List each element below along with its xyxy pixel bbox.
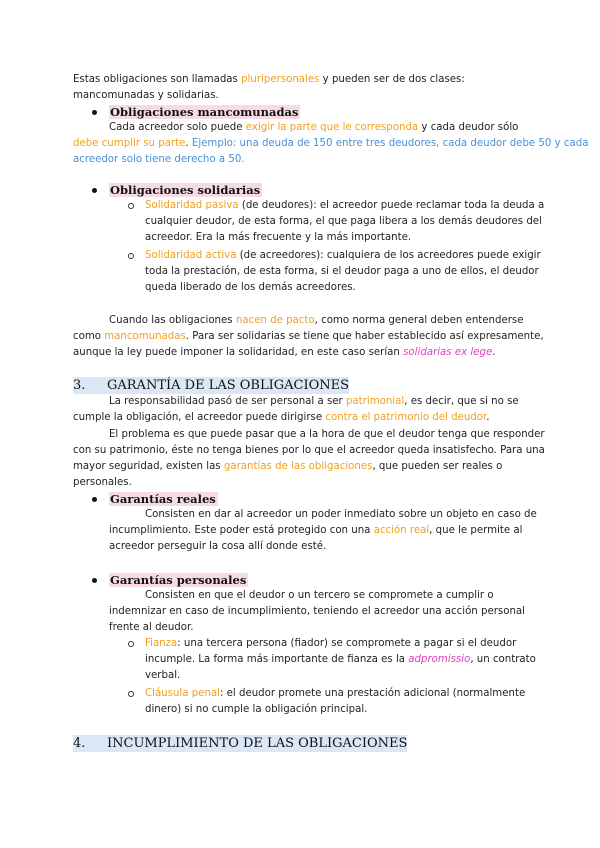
activa-line-2: toda la prestación, de esta forma, si el deudor paga a uno de ellos, el deudor bbox=[145, 266, 539, 277]
mancomunadas-line-3: acreedor solo tiene derecho a 50. bbox=[73, 154, 245, 165]
section-title: INCUMPLIMIENTO DE LAS OBLIGACIONES bbox=[107, 736, 408, 751]
section-3-heading bbox=[73, 377, 349, 394]
reales-line-1: Consisten en dar al acreedor un poder inmediato sobre un objeto en caso de bbox=[145, 509, 537, 520]
intro-line-2: mancomunadas y solidarias. bbox=[73, 90, 219, 101]
personales-line-2: indemnizar en caso de incumplimiento, teniendo el acreedor una acción personal bbox=[109, 606, 525, 617]
text: Cada acreedor solo puede bbox=[109, 122, 246, 133]
s3-p2-line-3 bbox=[73, 460, 502, 474]
activa-line-1 bbox=[145, 249, 541, 263]
fianza-line-3: verbal. bbox=[145, 670, 181, 681]
term-fianza: Fianza bbox=[145, 638, 178, 649]
text: Cuando las obligaciones bbox=[109, 315, 236, 326]
text: La responsabilidad pasó de ser personal a ser bbox=[109, 396, 346, 407]
reales-line-2 bbox=[109, 524, 523, 538]
text: (de deudores): el acreedor puede reclamar toda la deuda a bbox=[238, 200, 545, 211]
term-pluripersonales: pluripersonales bbox=[241, 74, 320, 85]
term-adpromissio: adpromissio bbox=[408, 654, 471, 665]
heading-garantias-reales bbox=[109, 492, 218, 507]
pasiva-line-2: cualquier deudor, de esta forma, el que paga libera a los demás deudores del bbox=[145, 216, 542, 227]
s3-p2-line-4: personales. bbox=[73, 477, 132, 488]
heading-text: Garantías reales bbox=[110, 492, 216, 506]
fianza-line-2 bbox=[145, 653, 536, 667]
term-mancomunadas: mancomunadas bbox=[104, 331, 186, 342]
s3-p1-line-1 bbox=[109, 395, 519, 409]
term-nacen-pacto: nacen de pacto bbox=[235, 315, 315, 326]
term-garantias: garantías de las obligaciones bbox=[223, 461, 373, 472]
section-number: 4. bbox=[73, 736, 86, 751]
text: incumple. La forma más importante de fianza es la bbox=[145, 654, 409, 665]
term-clausula-penal: Cláusula penal bbox=[145, 688, 220, 699]
section-4-heading bbox=[73, 735, 407, 752]
section-number: 3. bbox=[73, 378, 86, 393]
heading-text: Obligaciones solidarias bbox=[110, 183, 261, 197]
text: cumple la obligación, el acreedor puede dirigirse bbox=[73, 412, 326, 423]
term-solidaridad-pasiva: Solidaridad pasiva bbox=[145, 200, 239, 211]
text: mayor seguridad, existen las bbox=[73, 461, 224, 472]
term-exigir-parte: exigir la parte que le corresponda bbox=[245, 122, 419, 133]
penal-line-2: dinero) si no cumple la obligación principal. bbox=[145, 704, 368, 715]
term-accion-real: acción real bbox=[373, 525, 430, 536]
penal-line-1 bbox=[145, 687, 525, 701]
text: y cada deudor sólo bbox=[418, 122, 519, 133]
circle-bullet-icon bbox=[128, 253, 134, 259]
text: como bbox=[73, 331, 105, 342]
text: aunque la ley puede imponer la solidaridad, en este caso serían bbox=[73, 347, 404, 358]
term-solidaridad-activa: Solidaridad activa bbox=[145, 250, 237, 261]
text: . bbox=[486, 412, 490, 423]
circle-bullet-icon bbox=[128, 203, 134, 209]
text: (de acreedores): cualquiera de los acreedores puede exigir bbox=[236, 250, 541, 261]
reales-line-3: acreedor perseguir la cosa allí donde esté. bbox=[109, 541, 327, 552]
bullet-icon bbox=[92, 110, 97, 115]
text: , como norma general deben entenderse bbox=[314, 315, 524, 326]
bullet-icon bbox=[92, 188, 97, 193]
text: incumplimiento. Este poder está protegido con una bbox=[109, 525, 374, 536]
heading-mancomunadas bbox=[109, 105, 300, 120]
pasiva-line-1 bbox=[145, 199, 544, 213]
term-solidarias-ex-lege: solidarias ex lege bbox=[403, 347, 493, 358]
text: : el deudor promete una prestación adicional (normalmente bbox=[219, 688, 526, 699]
text: , que pueden ser reales o bbox=[372, 461, 503, 472]
s3-p2-line-2: con su patrimonio, éste no tenga bienes por lo que el acreedor queda insatisfecho. Para una bbox=[73, 445, 545, 456]
pacto-line-2 bbox=[73, 330, 544, 344]
pasiva-line-3: acreedor. Era la más frecuente y la más importante. bbox=[145, 232, 412, 243]
text: , que le permite al bbox=[429, 525, 523, 536]
term-patrimonial: patrimonial bbox=[345, 396, 405, 407]
activa-line-3: queda liberado de los demás acreedores. bbox=[145, 282, 356, 293]
mancomunadas-line-1 bbox=[109, 121, 518, 135]
bullet-icon bbox=[92, 497, 97, 502]
term-contra-patrimonio: contra el patrimonio del deudor bbox=[325, 412, 487, 423]
heading-solidarias bbox=[109, 183, 262, 198]
s3-p1-line-2 bbox=[73, 411, 489, 425]
pacto-line-1 bbox=[109, 314, 524, 328]
heading-text: Obligaciones mancomunadas bbox=[110, 105, 299, 119]
personales-line-1: Consisten en que el deudor o un tercero se compromete a cumplir o bbox=[145, 590, 494, 601]
text: : una tercera persona (fiador) se compromete a pagar si el deudor bbox=[177, 638, 517, 649]
s3-p2-line-1: El problema es que puede pasar que a la hora de que el deudor tenga que responder bbox=[109, 429, 545, 440]
term-debe-cumplir: debe cumplir su parte bbox=[73, 138, 186, 149]
circle-bullet-icon bbox=[128, 691, 134, 697]
text: , un contrato bbox=[470, 654, 536, 665]
heading-text: Garantías personales bbox=[110, 573, 247, 587]
text: . Para ser solidarias se tiene que haber establecido así expresamente, bbox=[185, 331, 544, 342]
personales-line-3: frente al deudor. bbox=[109, 622, 194, 633]
text: , es decir, que si no se bbox=[404, 396, 519, 407]
circle-bullet-icon bbox=[128, 641, 134, 647]
bullet-icon bbox=[92, 578, 97, 583]
text: . bbox=[185, 138, 192, 149]
intro-line-1 bbox=[73, 73, 465, 87]
example-text: Ejemplo: una deuda de 150 entre tres deudores, cada deudor debe 50 y cada bbox=[191, 138, 589, 149]
mancomunadas-line-2 bbox=[73, 137, 588, 151]
pacto-line-3 bbox=[73, 346, 495, 360]
fianza-line-1 bbox=[145, 637, 516, 651]
text: . bbox=[492, 347, 496, 358]
text: y pueden ser de dos clases: bbox=[319, 74, 465, 85]
section-title: GARANTÍA DE LAS OBLIGACIONES bbox=[107, 378, 350, 393]
heading-garantias-personales bbox=[109, 573, 248, 588]
text: Estas obligaciones son llamadas bbox=[73, 74, 242, 85]
